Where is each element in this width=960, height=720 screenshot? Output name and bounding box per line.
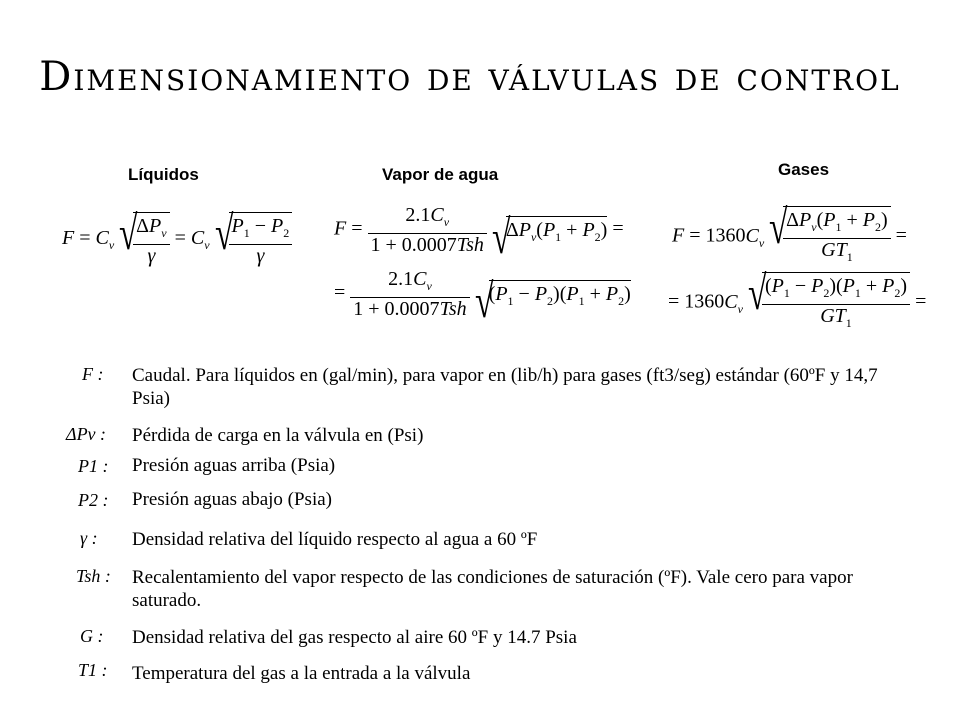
legend-description: Caudal. Para líquidos en (gal/min), para vapor en (lib/h) para gases (ft3/seg) estándar (60ºF y 14,7 Psia) — [132, 365, 878, 409]
legend-description: Presión aguas arriba (Psia) — [132, 455, 336, 476]
legend-symbol: F : — [82, 364, 104, 384]
legend-description: Pérdida de carga en la válvula en (Psi) — [132, 425, 424, 446]
legend-description: Temperatura del gas a la entrada a la válvula — [132, 663, 471, 684]
formula-gases-line-1: $F = 1360C_v$ √ $\frac{\Delta P_v(P_1 + P_2)}{GT_1}$ = — [672, 206, 907, 268]
legend-symbol: G : — [80, 626, 104, 646]
legend-symbol: P1 : — [78, 456, 109, 476]
legend-description: Densidad relativa del gas respecto al aire 60 ºF y 14.7 Psia — [132, 627, 577, 648]
column-heading-steam: Vapor de agua — [382, 165, 499, 184]
legend-description: Recalentamiento del vapor respecto de las condiciones de saturación (ºF). Vale cero para vapor saturado. — [132, 567, 853, 611]
legend-symbol: T1 : — [78, 660, 108, 680]
legend-symbol: ΔPv : — [66, 424, 107, 444]
formula-steam-line-1: F = $\frac{2.1C_v}{\text{1 + 0.0007Tsh}}$ √ $\Delta P_v(P_1 + P_2)$ = — [334, 204, 624, 256]
legend-description: Presión aguas abajo (Psia) — [132, 489, 332, 510]
legend-description: Densidad relativa del líquido respecto al agua a 60 ºF — [132, 529, 538, 550]
formula-liquids: $F = C_v$ √ $\frac{\Delta P_v}{\gamma}$ = $C_v$ √ $\frac{P_1 - P_2}{\gamma}$ — [62, 212, 292, 267]
legend-symbol: Tsh : — [76, 566, 111, 586]
formula-gases-line-2: = $1360C_v$ √ $\frac{(P_1 - P_2)(P_1 + P_2)}{GT_1}$ = — [668, 272, 926, 334]
formula-steam-line-2: = $\frac{2.1C_v}{\text{1 + 0.0007Tsh}}$ √ $(P_1 - P_2)(P_1 + P_2)$ — [334, 268, 631, 320]
column-heading-liquids: Líquidos — [128, 165, 199, 184]
legend-symbol: γ : — [80, 528, 98, 548]
page-title: Dimensionamiento de válvulas de control — [39, 54, 901, 100]
column-heading-gases: Gases — [778, 160, 830, 179]
legend-symbol: P2 : — [78, 490, 109, 510]
